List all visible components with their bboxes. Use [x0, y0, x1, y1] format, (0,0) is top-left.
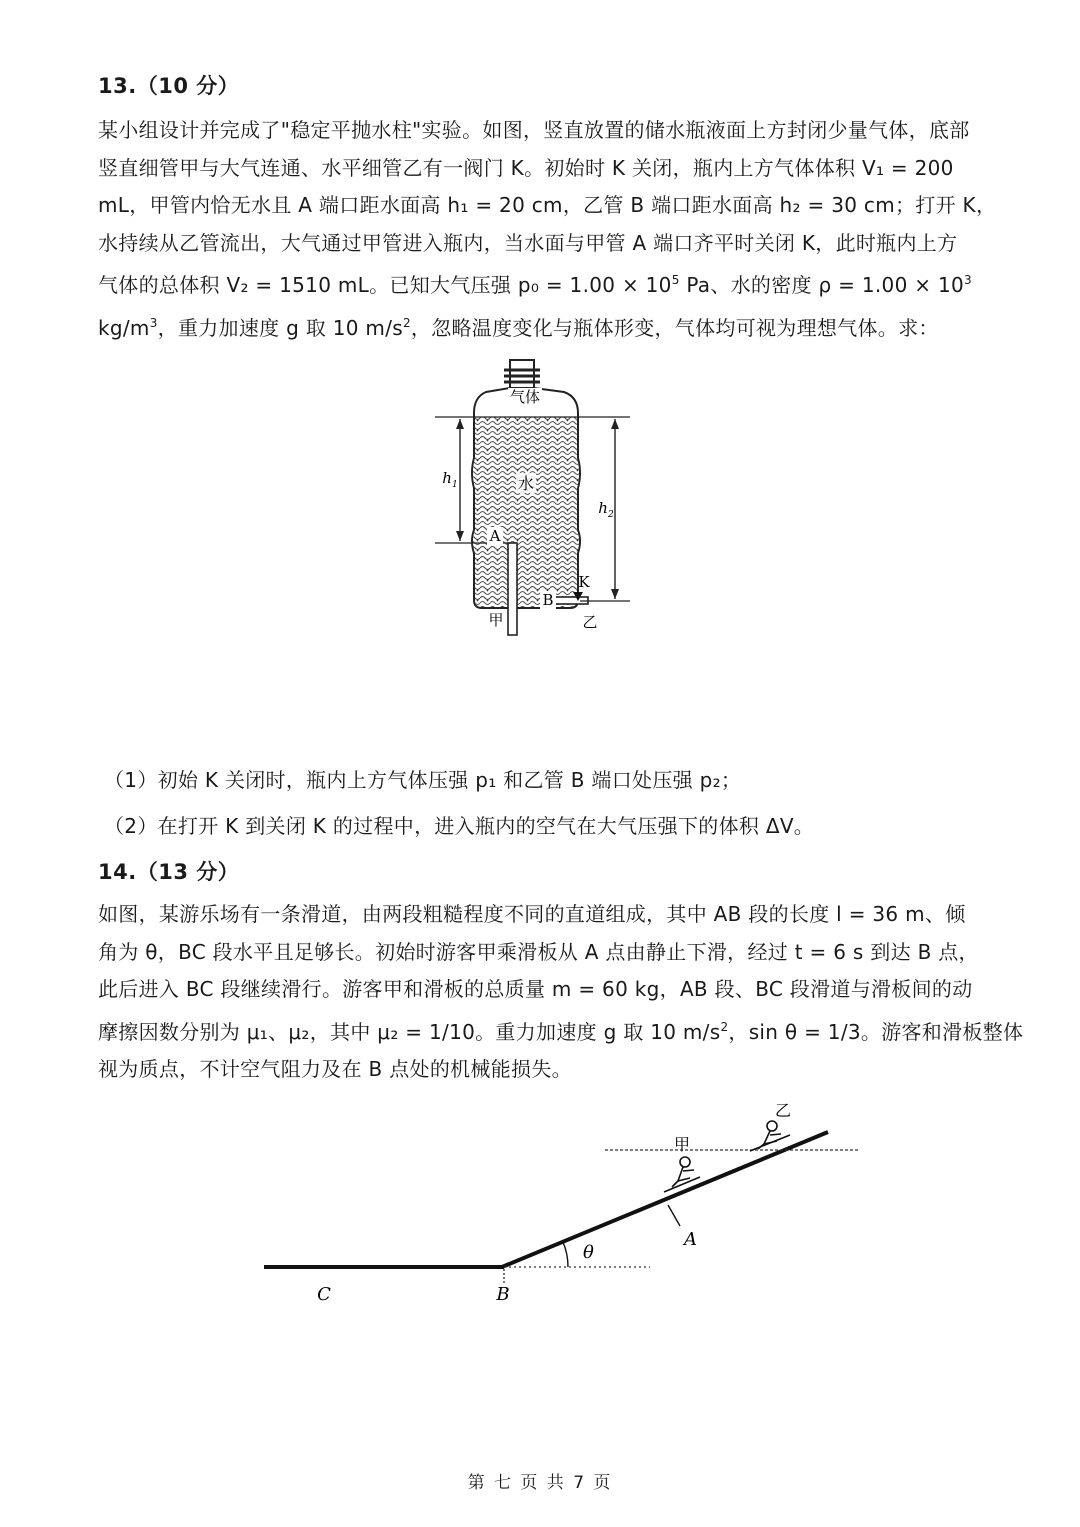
q13-subquestion-2: （2）在打开 K 到关闭 K 的过程中，进入瓶内的空气在大气压强下的体积 ΔV。	[104, 814, 815, 838]
bottle-cap	[504, 360, 540, 388]
exp-g2: 2	[720, 1019, 729, 1034]
q13-line-6	[98, 305, 998, 348]
h2-label: $h_2$	[598, 499, 614, 520]
q13-stem	[98, 112, 998, 348]
valve-k-label: K	[578, 573, 590, 591]
q13-line-3: mL，甲管内恰无水且 A 端口距水面高 h₁ = 20 cm，乙管 B 端口距水面高 h₂ = 30 cm；打开 K，	[98, 193, 997, 218]
q14-line-4	[98, 1009, 1024, 1052]
tube-yi-label: 乙	[582, 613, 598, 631]
water-label: 水	[517, 474, 535, 493]
q13-line-2: 竖直细管甲与大气连通、水平细管乙有一阀门 K。初始时 K 关闭，瓶内上方气体体积 V₁ = 200	[98, 155, 954, 180]
q13-line-4: 水持续从乙管流出，大气通过甲管进入瓶内，当水面与甲管 A 端口齐平时关闭 K，此时瓶内上方	[98, 230, 958, 255]
q13-line-6c: ，忽略温度变化与瓶体形变，气体均可视为理想气体。求：	[410, 315, 939, 340]
point-b-label: B	[542, 591, 554, 609]
rider-yi-icon	[750, 1121, 790, 1151]
q14-header: 14.（13 分）	[98, 860, 240, 884]
theta-label: θ	[583, 1242, 594, 1263]
exp-3: 3	[964, 273, 972, 288]
q14-line-2: 角为 θ，BC 段水平且足够长。初始时游客甲乘滑板从 A 点由静止下滑，经过 t = 6 s 到达 B 点，	[98, 939, 979, 964]
slide-figure	[250, 1090, 880, 1320]
q13-line-5	[98, 262, 998, 305]
point-a-label: A	[684, 1229, 697, 1250]
gas-label: 气体	[509, 388, 541, 406]
bottle-figure	[430, 355, 650, 645]
q14-line-3: 此后进入 BC 段继续滑行。游客甲和滑板的总质量 m = 60 kg，AB 段、BC 段滑道与滑板间的动	[98, 977, 973, 1002]
exp-s2: 2	[402, 315, 411, 330]
water-region	[473, 417, 579, 607]
q14-line-5: 视为质点，不计空气阻力及在 B 点处的机械能损失。	[98, 1057, 572, 1082]
point-c-label: C	[317, 1284, 331, 1305]
exp-5: 5	[671, 273, 680, 288]
point-b-label: B	[496, 1284, 510, 1305]
q14-stem	[98, 896, 1024, 1089]
q14-line-4a: 摩擦因数分别为 μ₁、μ₂，其中 μ₂ = 1/10。重力加速度 g 取 10 m/s	[98, 1019, 721, 1044]
q13-line-6a: kg/m	[98, 315, 150, 340]
point-a-label: A	[489, 527, 501, 545]
rider-yi-label: 乙	[774, 1101, 792, 1120]
q13-line-6b: ，重力加速度 g 取 10 m/s	[157, 315, 403, 340]
tube-jia-label: 甲	[488, 611, 504, 629]
q14-line-1: 如图，某游乐场有一条滑道，由两段粗糙程度不同的直道组成，其中 AB 段的长度 l = 36 m、倾	[98, 902, 966, 926]
page-footer: 第 七 页 共 7 页	[467, 1473, 613, 1493]
angle-arc	[563, 1242, 568, 1267]
q13-subquestion-1: （1）初始 K 关闭时，瓶内上方气体压强 p₁ 和乙管 B 端口处压强 p₂；	[104, 768, 742, 792]
rider-jia-label: 甲	[673, 1135, 691, 1154]
q13-line-5a: 气体的总体积 V₂ = 1510 mL。已知大气压强 p₀ = 1.00 × 10	[98, 273, 672, 298]
tube-jia	[508, 543, 517, 635]
q13-line-1: 某小组设计并完成了"稳定平抛水柱"实验。如图，竖直放置的储水瓶液面上方封闭少量气体，底部	[98, 118, 970, 142]
exp-m3: 3	[149, 315, 158, 330]
h1-label: $h_1$	[442, 469, 458, 490]
q13-line-5b: Pa、水的密度 ρ = 1.00 × 10	[679, 273, 965, 298]
q14-line-4b: ，sin θ = 1/3。游客和滑板整体	[728, 1019, 1024, 1044]
track-ab	[502, 1132, 828, 1267]
q13-header: 13.（10 分）	[98, 74, 240, 98]
